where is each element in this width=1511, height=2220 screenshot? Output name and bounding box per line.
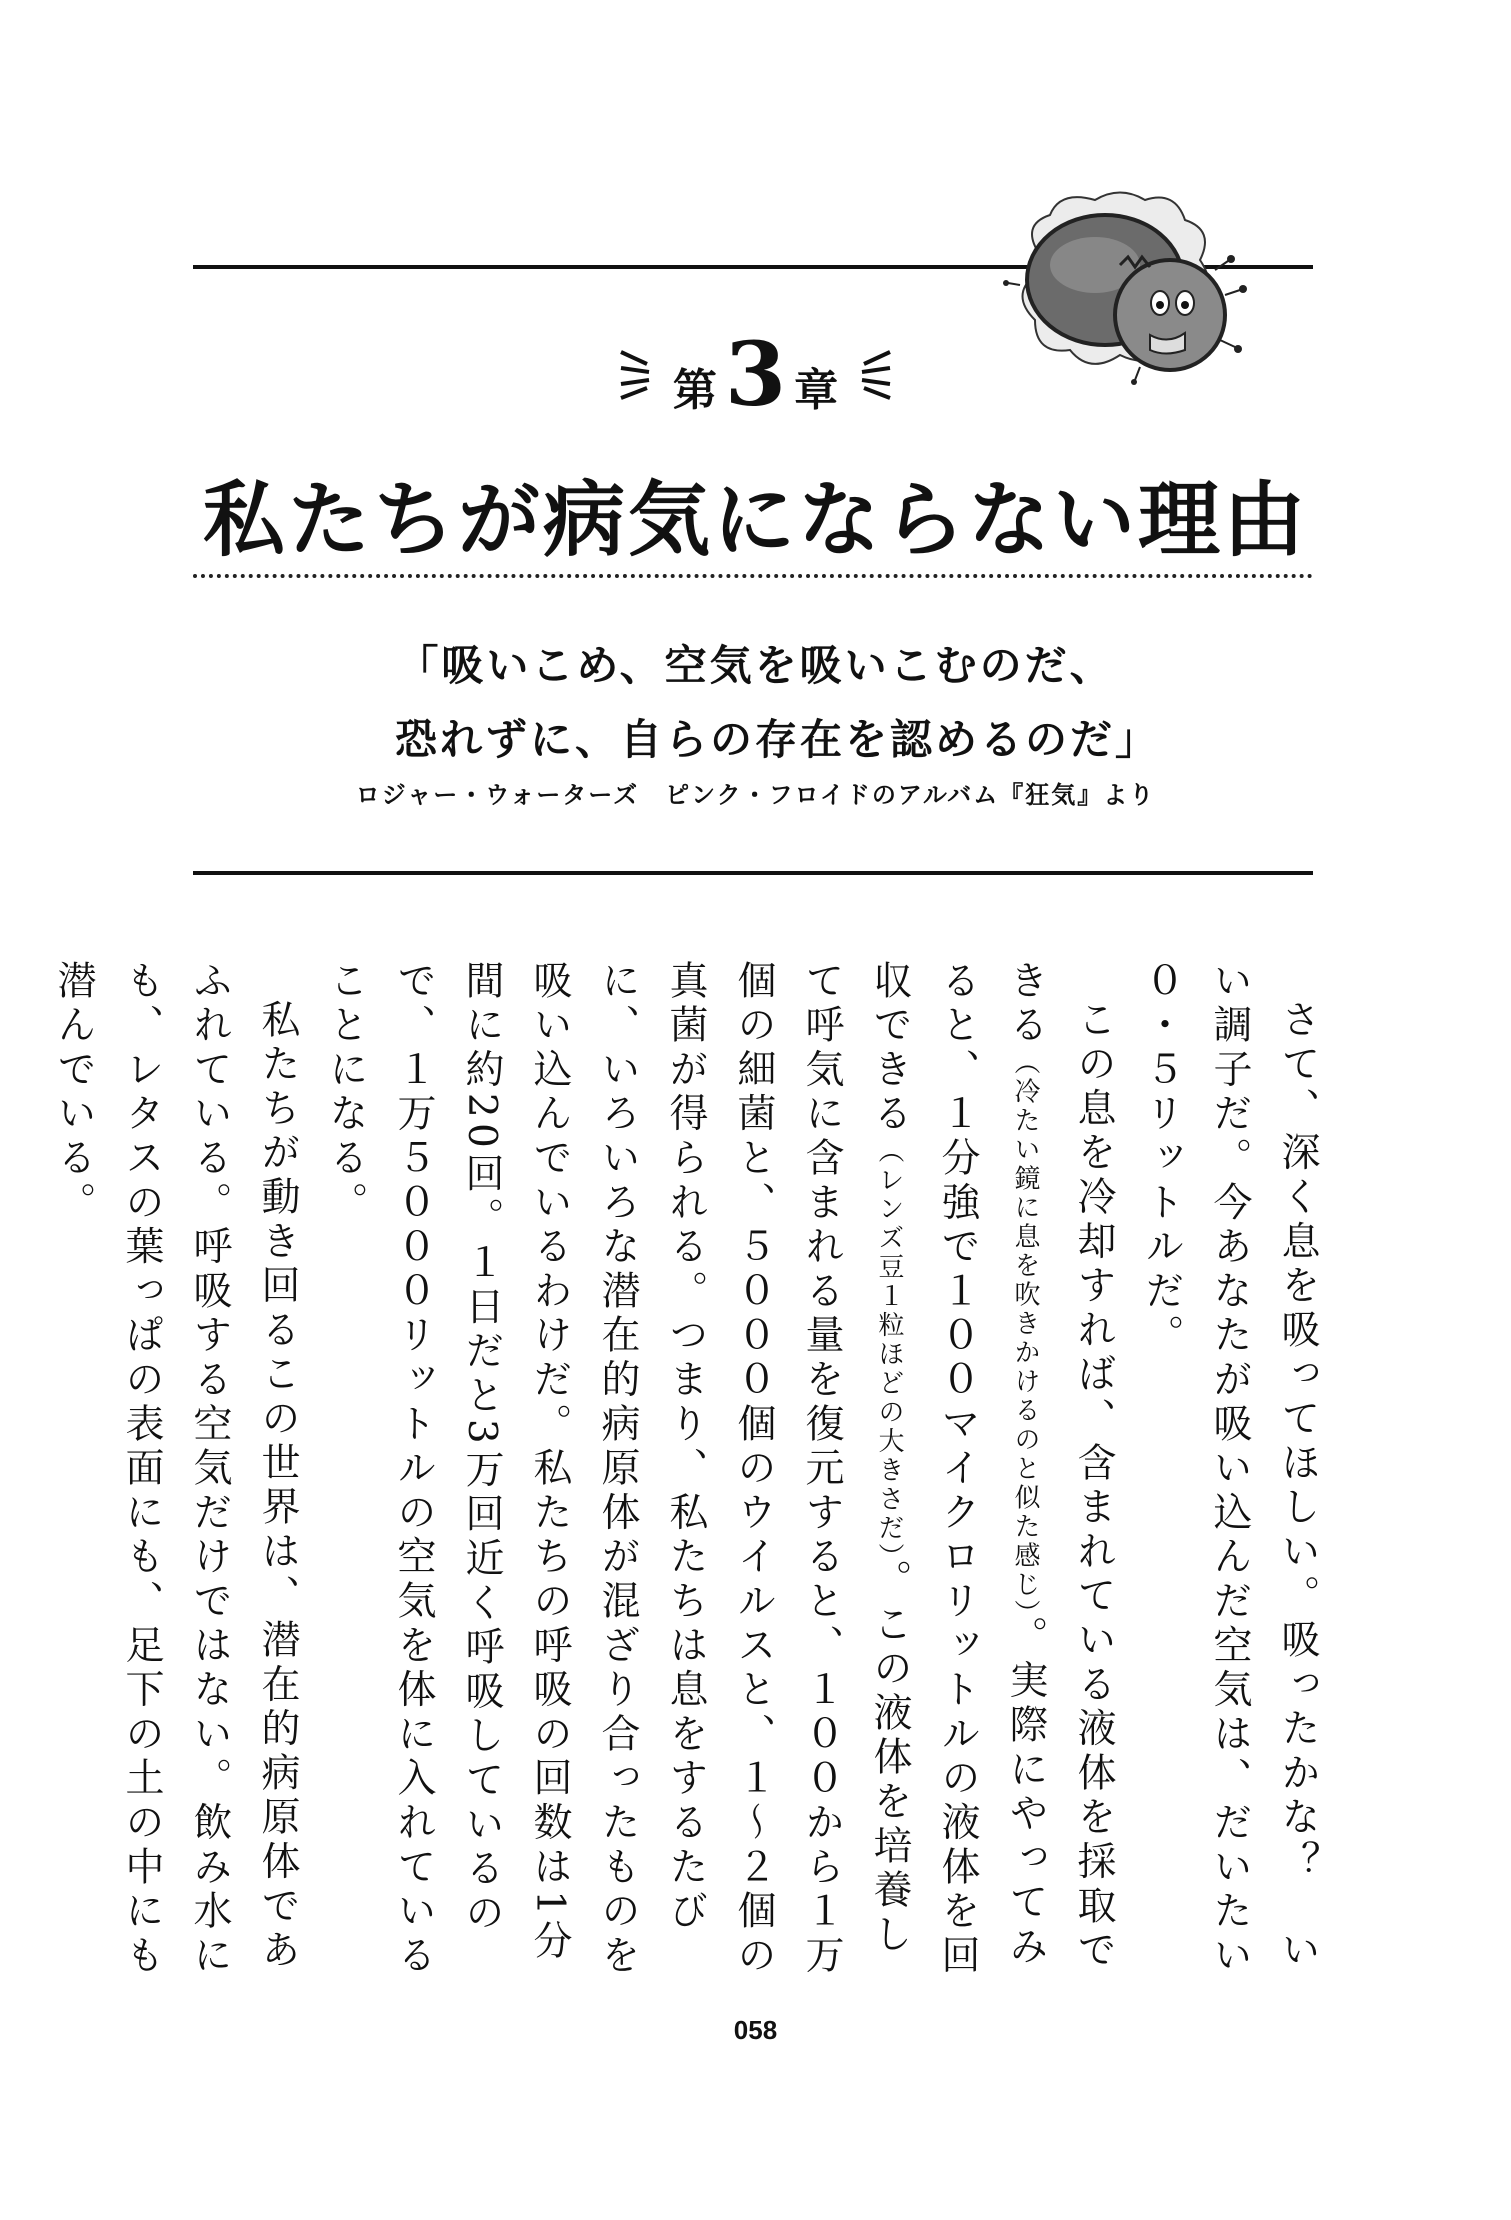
chapter-heading [0, 322, 1511, 426]
page-number: 058 [733, 2015, 778, 2045]
burst-lines-left-icon [617, 344, 657, 404]
paragraph-3: 私たちが動き回るこの世界は、潜在的病原体であふれている。呼吸する空気だけではない。飲み水にも、レタスの葉っぱの表面にも、足下の土の中にも潜んでいる。 [51, 960, 300, 1979]
paragraph-1: さて、深く息を吸ってほしい。吸ったかな？ いい調子だ。今あなたが吸い込んだ空気は、だいたい０・５リットルだ。 [1139, 960, 1320, 1979]
chapter-label [672, 322, 839, 426]
chapter-title: 私たちが病気にならない理由 [202, 473, 1308, 568]
paragraph-2 [311, 960, 1127, 2000]
chapter-suffix: 章 [794, 365, 839, 416]
epigraph-line-1: 「吸いこめ、空気を吸いこむのだ、 [396, 641, 1115, 690]
chapter-number: 3 [724, 322, 787, 426]
paragraph-2-part-a: この息を冷却すれば、含まれている液体を採取できる [1003, 960, 1116, 1974]
parenthetical-note-2: （レンズ豆１粒ほどの大きさだ） [874, 1137, 904, 1560]
epigraph-attribution: ロジャー・ウォーターズ ピンク・フロイドのアルバム『狂気』より [355, 781, 1156, 809]
paragraph-2-part-c: 。この液体を培養して呼気に含まれる量を復元すると、１００から１万個の細菌と、５０００個のウイルスと、１〜２個の真菌が得られる。つまり、私たちは息をするたびに、いろいろな潜在的病原体が混ざり合ったものを吸い込んでいるわけだ。私たちの呼吸の回数は1分間に約20回。１日だと3万回近く呼吸しているので、１万５０００リットルの空気を体に入れていることになる。 [323, 960, 912, 1979]
body-text [51, 960, 1331, 2000]
bottom-rule [193, 871, 1313, 875]
chapter-prefix: 第 [672, 365, 717, 416]
epigraph-line-2: 恐れずに、自らの存在を認めるのだ」 [394, 715, 1160, 764]
dotted-divider [193, 574, 1313, 578]
burst-lines-right-icon [854, 344, 894, 404]
parenthetical-note-1: （冷たい鏡に息を吹きかけるのと似た感じ） [1010, 1048, 1040, 1616]
paragraph-2-part-b: 。実際にやってみると、１分強で１００マイクロリットルの液体を回収できる [867, 960, 1048, 1979]
